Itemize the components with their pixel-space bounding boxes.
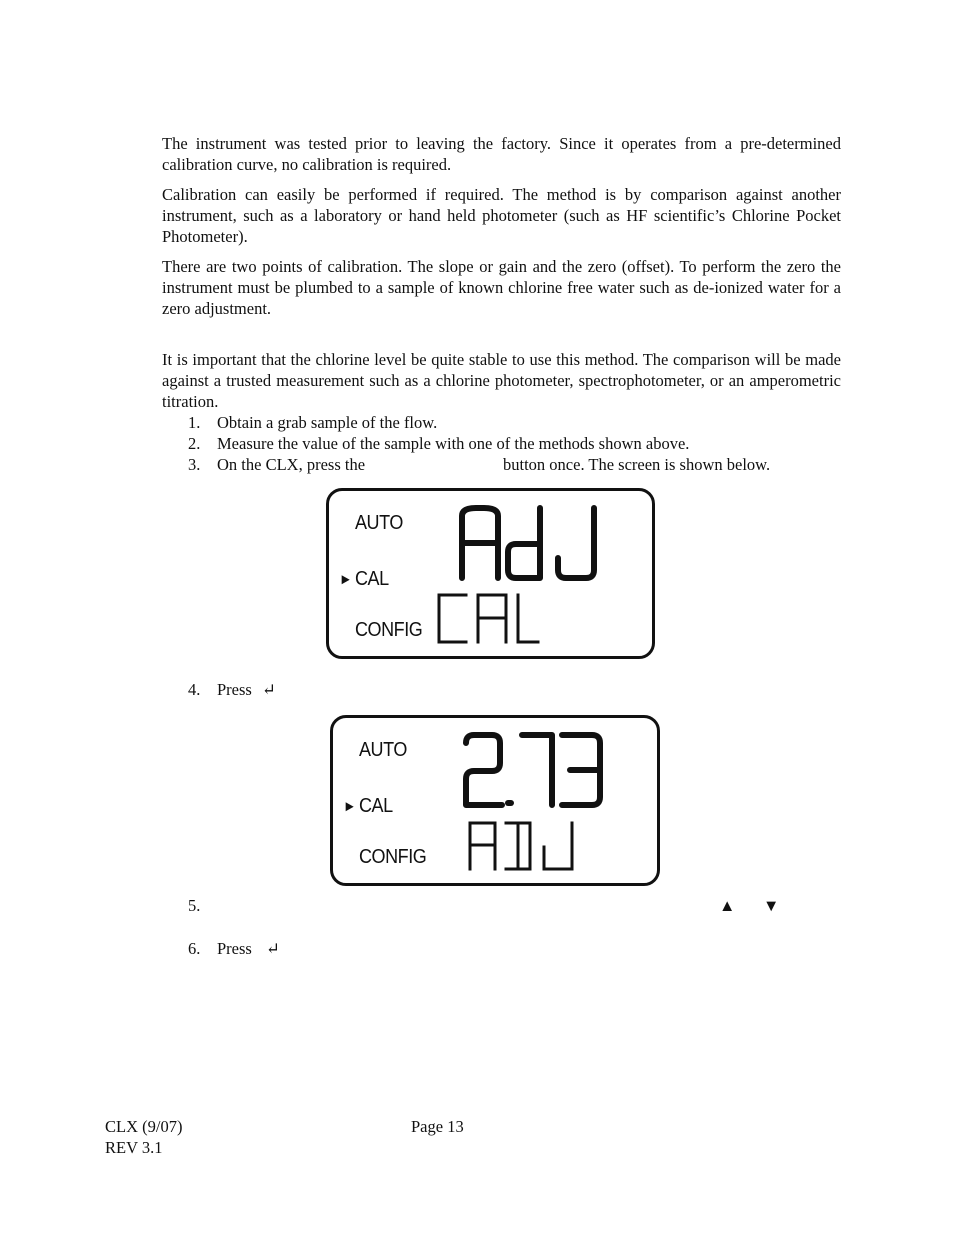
lcd-display-adj-cal (326, 488, 655, 659)
step-text-a: On the CLX, press the (217, 455, 366, 474)
stability-paragraph: It is important that the chlorine level be quite stable to use this method. The comparison will be made against a trusted measurement such as a chlorine photometer, spectrophotometer, or an amperometric titration. (162, 350, 841, 411)
lcd-auto-label: AUTO (355, 512, 403, 534)
up-arrow-icon: ▲ (719, 896, 736, 915)
footer-revision: REV 3.1 (105, 1138, 163, 1157)
step-text: Press (217, 939, 252, 958)
down-arrow-icon: ▼ (763, 896, 780, 915)
enter-key-icon: ↵ (266, 939, 280, 958)
step-text: Obtain a grab sample of the flow. (217, 413, 438, 432)
lcd-main-display (326, 488, 655, 659)
step-text: Measure the value of the sample with one of the methods shown above. (217, 434, 690, 453)
seg-digit-3 (562, 735, 600, 805)
seg-char-j (558, 508, 594, 578)
lcd-pointer-icon: ► (339, 571, 352, 588)
enter-key-icon: ↵ (262, 680, 276, 699)
seg-char-a (470, 823, 495, 869)
seg-digit-2 (466, 735, 502, 805)
lcd-cal-label: CAL (359, 795, 393, 817)
seg-digit-7 (522, 735, 552, 805)
calibration-points-paragraph: There are two points of calibration. The slope or gain and the zero (offset). To perform the zero the instrument must be plumbed to a sample of known chlorine free water such as de-ionized water for a zero adjustment. (162, 257, 841, 318)
lcd-auto-label: AUTO (359, 739, 407, 761)
lcd-cal-label: CAL (355, 568, 389, 590)
lcd-main-display (330, 715, 660, 886)
footer-doc-id: CLX (9/07) (105, 1117, 183, 1136)
step-number: 4. (188, 680, 201, 699)
step-text: Press (217, 680, 252, 699)
calibration-method-paragraph: Calibration can easily be performed if required. The method is by comparison against another instrument, such as a laboratory or hand held photometer (such as HF scientific’s Chlorine Pocket Photometer). (162, 185, 841, 246)
step-text-b: button once. The screen is shown below. (503, 455, 771, 474)
step-number: 6. (188, 939, 201, 958)
seg-char-l (518, 595, 538, 642)
lcd-pointer-icon: ► (343, 798, 356, 815)
step-number: 1. (188, 413, 201, 432)
lcd-config-label: CONFIG (355, 619, 423, 641)
footer-page-number: Page 13 (411, 1117, 464, 1136)
lcd-config-label: CONFIG (359, 846, 427, 868)
step-number: 3. (188, 455, 201, 474)
seg-char-c (439, 595, 466, 642)
step-number: 2. (188, 434, 201, 453)
seg-char-d (508, 508, 540, 578)
seg-char-a2 (478, 595, 506, 642)
intro-paragraph: The instrument was tested prior to leaving the factory. Since it operates from a pre-determined calibration curve, no calibration is required. (162, 134, 841, 174)
lcd-display-reading-adj (330, 715, 660, 886)
seg-char-j (544, 823, 572, 869)
seg-char-d (506, 823, 530, 869)
seg-char-a (462, 508, 498, 578)
step-number: 5. (188, 896, 201, 915)
